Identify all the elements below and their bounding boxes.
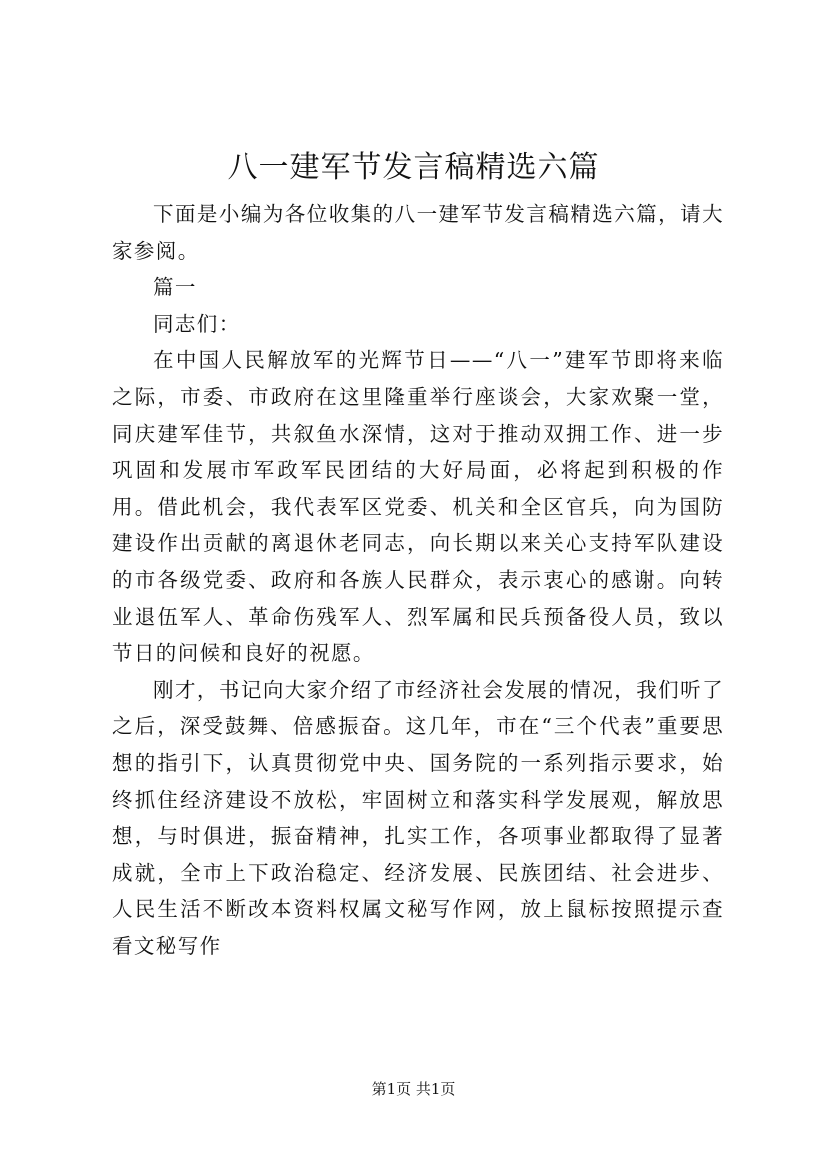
body-paragraph: 刚才，书记向大家介绍了市经济社会发展的情况，我们听了之后，深受鼓舞、倍感振奋。这几年，市在“三个代表”重要思想的指引下，认真贯彻党中央、国务院的一系列指示要求，始终抓住经济建设不放松，牢固树立和落实科学发展观，解放思想，与时俱进，振奋精神，扎实工作，各项事业都取得了显著成就，全市上下政治稳定、经济发展、民族团结、社会进步、人民生活不断改本资料权属文秘写作网，放上鼠标按照提示查看文秘写作	[112, 677, 724, 958]
intro-paragraph: 下面是小编为各位收集的八一建军节发言稿精选六篇，请大家参阅。	[112, 202, 724, 263]
document-body	[112, 196, 724, 964]
body-paragraph: 在中国人民解放军的光辉节日——“八一”建军节即将来临之际，市委、市政府在这里隆重举行座谈会，大家欢聚一堂，同庆建军佳节，共叙鱼水深情，这对于推动双拥工作、进一步巩固和发展市军政军民团结的大好局面，必将起到积极的作用。借此机会，我代表军区党委、机关和全区官兵，向为国防建设作出贡献的离退休老同志，向长期以来关心支持军队建设的市各级党委、政府和各族人民群众，表示衷心的感谢。向转业退伍军人、革命伤残军人、烈军属和民兵预备役人员，致以节日的问候和良好的祝愿。	[112, 348, 724, 666]
section-heading: 篇一	[153, 275, 197, 300]
page-footer: 第1页 共1页	[371, 1080, 456, 1098]
document-title: 八一建军节发言稿精选六篇	[227, 150, 600, 185]
salutation: 同志们：	[153, 311, 241, 336]
